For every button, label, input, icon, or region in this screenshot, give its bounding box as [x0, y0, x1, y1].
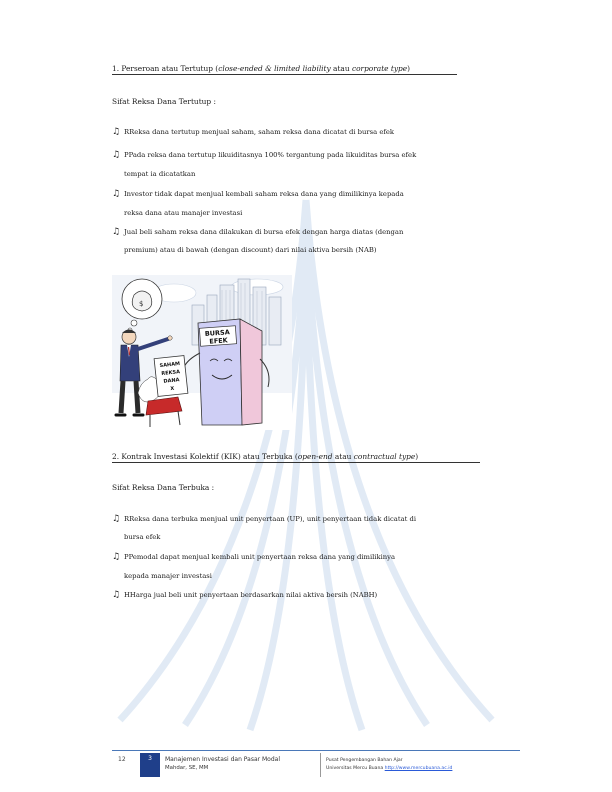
bullet-text-cont: bursa efek	[124, 533, 161, 541]
cartoon-illustration	[112, 275, 292, 430]
section1-subheading: Sifat Reksa Dana Tertutup :	[112, 97, 216, 106]
sign-line-2: REKSA	[161, 369, 181, 377]
sign-line-3: DANA	[163, 377, 180, 385]
footer-badge-label: 3	[148, 755, 152, 762]
bullet-text: Investor tidak dapat menjual kembali saham reksa dana yang dimilikinya kepada	[124, 190, 404, 198]
bullet-text: HHarga jual beli unit penyertaan berdasarkan nilai aktiva bersih (NABH)	[124, 591, 378, 599]
bullet-text: RReksa dana terbuka menjual unit penyertaan (UP), unit penyertaan tidak dicatat di	[124, 515, 417, 523]
bullet-text: PPada reksa dana tertutup likuiditasnya 100% tergantung pada likuiditas bursa efek	[124, 151, 417, 159]
bullet-text-cont: tempat ia dicatatkan	[124, 170, 196, 178]
music-note-icon: ♫	[112, 227, 121, 237]
bullet-text-cont: reksa dana atau manajer investasi	[124, 209, 243, 217]
section1-heading: 1. Perseroan atau Tertutup (close-ended & limited liability atau corporate type)	[112, 64, 411, 73]
course-title: Manajemen Investasi dan Pasar Modal	[165, 756, 281, 763]
publisher-university: Universitas Mercu Buana	[326, 766, 385, 771]
sign-line-1: SAHAM	[159, 361, 181, 370]
footer-badge	[140, 753, 160, 777]
building-label-2: EFEK	[209, 336, 228, 346]
university-link[interactable]: http://www.mercubuana.ac.id	[384, 766, 453, 771]
music-note-icon: ♫	[112, 127, 121, 137]
sign-line-4: X	[170, 385, 175, 393]
bullet-text-cont: kepada manajer investasi	[124, 572, 212, 580]
author: Mahdar, SE, MM	[165, 765, 209, 771]
footer-course	[165, 756, 280, 771]
music-note-icon: ♫	[112, 590, 121, 600]
music-note-icon: ♫	[112, 150, 121, 160]
section2-subheading: Sifat Reksa Dana Terbuka :	[112, 483, 215, 492]
building-label-1: BURSA	[204, 328, 230, 338]
footer-divider	[112, 750, 520, 751]
footer-separator	[320, 753, 321, 777]
bullet-text-cont: premium) atau di bawah (dengan discount) dari nilai aktiva bersih (NAB)	[124, 246, 377, 254]
bullet-text: PPemodal dapat menjual kembali unit penyertaan reksa dana yang dimilikinya	[124, 553, 396, 561]
footer-publisher	[326, 757, 452, 773]
svg-text:$: $	[139, 300, 144, 308]
music-note-icon: ♫	[112, 552, 121, 562]
page-number: 12	[118, 756, 126, 763]
bullet-text: RReksa dana tertutup menjual saham, saham reksa dana dicatat di bursa efek	[124, 128, 395, 136]
publisher-line: Pusat Pengembangan Bahan Ajar	[326, 758, 403, 763]
music-note-icon: ♫	[112, 189, 121, 199]
section1-heading-underline	[112, 74, 457, 75]
section2-heading-underline	[112, 462, 480, 463]
bullet-text: Jual beli saham reksa dana dilakukan di bursa efek dengan harga diatas (dengan	[124, 228, 404, 236]
music-note-icon: ♫	[112, 514, 121, 524]
section2-heading: 2. Kontrak Investasi Kolektif (KIK) atau Terbuka (open-end atau contractual type)	[112, 452, 419, 461]
